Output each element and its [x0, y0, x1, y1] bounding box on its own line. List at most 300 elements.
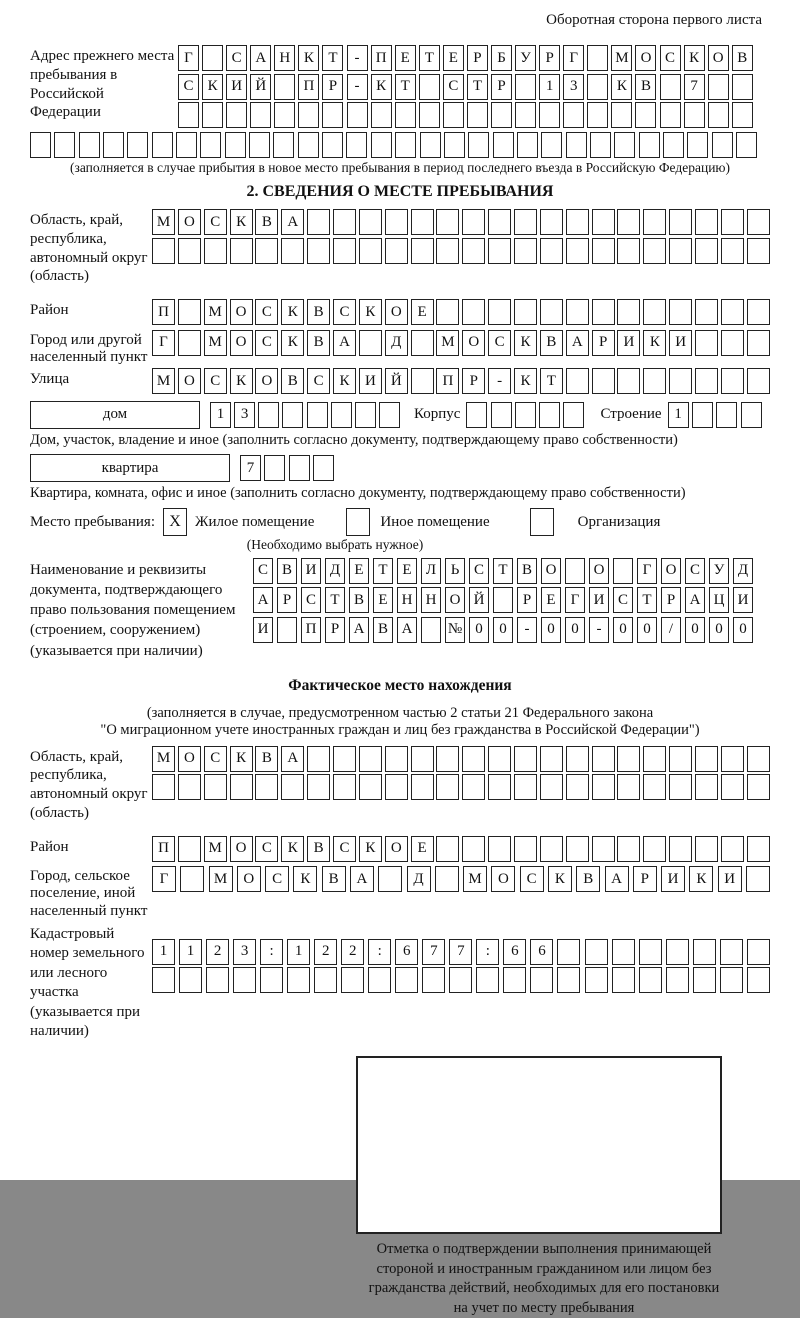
char-box[interactable] [127, 132, 148, 158]
char-box[interactable]: П [436, 368, 459, 394]
char-box[interactable]: Д [385, 330, 408, 356]
char-box[interactable]: Г [152, 330, 175, 356]
char-box[interactable] [540, 836, 563, 862]
char-box[interactable]: Д [733, 558, 753, 584]
char-box[interactable] [385, 774, 408, 800]
char-box[interactable]: Ц [709, 587, 729, 613]
char-box[interactable]: Р [539, 45, 560, 71]
char-box[interactable] [539, 402, 560, 428]
char-box[interactable] [643, 836, 666, 862]
char-box[interactable] [617, 746, 640, 772]
char-box[interactable]: О [708, 45, 729, 71]
char-box[interactable] [557, 967, 580, 993]
char-box[interactable]: Е [541, 587, 561, 613]
char-box[interactable] [322, 102, 343, 128]
char-box[interactable] [721, 368, 744, 394]
char-box[interactable] [282, 402, 303, 428]
char-box[interactable]: А [333, 330, 356, 356]
char-box[interactable] [419, 74, 440, 100]
char-box[interactable] [540, 299, 563, 325]
char-box[interactable] [411, 238, 434, 264]
char-box[interactable]: 0 [685, 617, 705, 643]
char-box[interactable]: О [178, 368, 201, 394]
char-box[interactable]: Т [325, 587, 345, 613]
char-box[interactable]: В [576, 866, 600, 892]
char-box[interactable]: К [611, 74, 632, 100]
char-box[interactable] [421, 617, 441, 643]
char-box[interactable] [179, 967, 202, 993]
char-box[interactable]: Г [563, 45, 584, 71]
char-box[interactable] [663, 132, 684, 158]
char-box[interactable] [281, 238, 304, 264]
char-box[interactable]: К [202, 74, 223, 100]
char-box[interactable]: Й [250, 74, 271, 100]
char-box[interactable] [274, 102, 295, 128]
char-box[interactable] [359, 330, 382, 356]
char-box[interactable] [230, 774, 253, 800]
char-box[interactable] [488, 238, 511, 264]
char-box[interactable] [695, 836, 718, 862]
char-box[interactable] [202, 102, 223, 128]
char-box[interactable]: М [152, 368, 175, 394]
char-box[interactable]: О [541, 558, 561, 584]
char-box[interactable]: А [281, 209, 304, 235]
char-box[interactable]: К [643, 330, 666, 356]
char-box[interactable] [695, 299, 718, 325]
char-box[interactable]: К [298, 45, 319, 71]
char-box[interactable] [712, 132, 733, 158]
char-box[interactable]: П [371, 45, 392, 71]
char-box[interactable] [359, 209, 382, 235]
char-box[interactable] [333, 238, 356, 264]
char-box[interactable]: К [514, 368, 537, 394]
char-box[interactable]: П [298, 74, 319, 100]
char-box[interactable] [289, 455, 310, 481]
char-box[interactable] [566, 238, 589, 264]
char-box[interactable]: К [293, 866, 317, 892]
char-box[interactable]: № [445, 617, 465, 643]
char-box[interactable] [613, 558, 633, 584]
char-box[interactable]: М [463, 866, 487, 892]
char-box[interactable] [747, 330, 770, 356]
char-box[interactable] [612, 939, 635, 965]
char-box[interactable]: К [548, 866, 572, 892]
char-box[interactable] [695, 330, 718, 356]
char-box[interactable] [307, 402, 328, 428]
char-box[interactable]: П [152, 299, 175, 325]
char-box[interactable] [721, 746, 744, 772]
char-box[interactable]: В [277, 558, 297, 584]
char-box[interactable]: С [613, 587, 633, 613]
char-box[interactable]: А [281, 746, 304, 772]
char-box[interactable]: А [253, 587, 273, 613]
char-box[interactable]: Й [385, 368, 408, 394]
char-box[interactable]: О [178, 746, 201, 772]
char-box[interactable] [491, 402, 512, 428]
char-box[interactable]: К [281, 330, 304, 356]
char-box[interactable]: И [669, 330, 692, 356]
char-box[interactable] [611, 102, 632, 128]
char-box[interactable] [462, 299, 485, 325]
char-box[interactable]: 3 [234, 402, 255, 428]
char-box[interactable] [643, 368, 666, 394]
char-box[interactable]: Р [592, 330, 615, 356]
char-box[interactable]: Р [277, 587, 297, 613]
char-box[interactable] [566, 774, 589, 800]
char-box[interactable] [422, 967, 445, 993]
char-box[interactable] [488, 746, 511, 772]
char-box[interactable]: В [255, 746, 278, 772]
char-box[interactable] [493, 587, 513, 613]
char-box[interactable] [669, 774, 692, 800]
char-box[interactable]: А [397, 617, 417, 643]
char-box[interactable]: Е [411, 836, 434, 862]
char-box[interactable]: В [373, 617, 393, 643]
char-box[interactable] [592, 368, 615, 394]
char-box[interactable]: М [204, 299, 227, 325]
char-box[interactable] [443, 102, 464, 128]
char-box[interactable]: И [617, 330, 640, 356]
char-box[interactable]: С [204, 209, 227, 235]
char-box[interactable]: Г [565, 587, 585, 613]
char-box[interactable]: К [281, 299, 304, 325]
char-box[interactable] [347, 102, 368, 128]
char-box[interactable] [359, 746, 382, 772]
char-box[interactable] [260, 967, 283, 993]
char-box[interactable]: С [469, 558, 489, 584]
char-box[interactable]: Р [462, 368, 485, 394]
char-box[interactable] [747, 368, 770, 394]
char-box[interactable] [617, 209, 640, 235]
char-box[interactable] [395, 967, 418, 993]
char-box[interactable] [249, 132, 270, 158]
char-box[interactable] [395, 132, 416, 158]
char-box[interactable]: О [178, 209, 201, 235]
char-box[interactable] [152, 238, 175, 264]
char-box[interactable]: Р [325, 617, 345, 643]
char-box[interactable]: 1 [539, 74, 560, 100]
char-box[interactable] [435, 866, 459, 892]
char-box[interactable] [592, 746, 615, 772]
char-box[interactable]: А [685, 587, 705, 613]
char-box[interactable]: 7 [240, 455, 261, 481]
char-box[interactable] [592, 774, 615, 800]
char-box[interactable]: С [301, 587, 321, 613]
char-box[interactable] [152, 774, 175, 800]
char-box[interactable] [695, 238, 718, 264]
char-box[interactable] [515, 74, 536, 100]
char-box[interactable] [468, 132, 489, 158]
char-box[interactable]: И [661, 866, 685, 892]
char-box[interactable] [747, 836, 770, 862]
char-box[interactable] [178, 330, 201, 356]
char-box[interactable] [592, 836, 615, 862]
char-box[interactable] [206, 967, 229, 993]
char-box[interactable] [230, 238, 253, 264]
char-box[interactable]: К [333, 368, 356, 394]
char-box[interactable] [395, 102, 416, 128]
char-box[interactable] [565, 558, 585, 584]
char-box[interactable] [385, 746, 408, 772]
char-box[interactable]: К [689, 866, 713, 892]
char-box[interactable] [514, 746, 537, 772]
char-box[interactable] [592, 209, 615, 235]
char-box[interactable] [359, 238, 382, 264]
char-box[interactable] [563, 102, 584, 128]
char-box[interactable]: 7 [684, 74, 705, 100]
char-box[interactable]: К [371, 74, 392, 100]
char-box[interactable] [322, 132, 343, 158]
char-box[interactable]: С [178, 74, 199, 100]
char-box[interactable] [307, 209, 330, 235]
char-box[interactable]: И [733, 587, 753, 613]
char-box[interactable]: Н [274, 45, 295, 71]
char-box[interactable] [420, 132, 441, 158]
char-box[interactable] [669, 836, 692, 862]
char-box[interactable]: : [260, 939, 283, 965]
char-box[interactable] [371, 102, 392, 128]
char-box[interactable]: 2 [341, 939, 364, 965]
char-box[interactable] [103, 132, 124, 158]
char-box[interactable]: П [301, 617, 321, 643]
char-box[interactable] [488, 209, 511, 235]
char-box[interactable]: Н [421, 587, 441, 613]
char-box[interactable] [359, 774, 382, 800]
char-box[interactable] [617, 368, 640, 394]
char-box[interactable]: В [517, 558, 537, 584]
char-box[interactable] [204, 774, 227, 800]
char-box[interactable]: - [488, 368, 511, 394]
char-box[interactable] [255, 774, 278, 800]
char-box[interactable] [643, 746, 666, 772]
char-box[interactable]: А [350, 866, 374, 892]
char-box[interactable] [411, 774, 434, 800]
char-box[interactable] [732, 74, 753, 100]
char-box[interactable] [617, 299, 640, 325]
char-box[interactable]: У [709, 558, 729, 584]
char-box[interactable]: С [265, 866, 289, 892]
char-box[interactable] [503, 967, 526, 993]
char-box[interactable] [449, 967, 472, 993]
char-box[interactable] [587, 102, 608, 128]
char-box[interactable] [721, 774, 744, 800]
char-box[interactable] [693, 939, 716, 965]
char-box[interactable]: С [204, 746, 227, 772]
char-box[interactable]: С [255, 836, 278, 862]
char-box[interactable]: / [661, 617, 681, 643]
char-box[interactable]: О [255, 368, 278, 394]
char-box[interactable] [747, 774, 770, 800]
char-box[interactable] [152, 132, 173, 158]
char-box[interactable] [277, 617, 297, 643]
char-box[interactable] [666, 939, 689, 965]
char-box[interactable]: С [226, 45, 247, 71]
char-box[interactable]: 1 [179, 939, 202, 965]
char-box[interactable]: И [589, 587, 609, 613]
char-box[interactable] [178, 774, 201, 800]
char-box[interactable] [514, 209, 537, 235]
char-box[interactable]: С [307, 368, 330, 394]
char-box[interactable] [540, 774, 563, 800]
char-box[interactable]: О [230, 836, 253, 862]
char-box[interactable] [313, 455, 334, 481]
char-box[interactable]: С [685, 558, 705, 584]
char-box[interactable] [178, 102, 199, 128]
char-box[interactable] [617, 238, 640, 264]
char-box[interactable] [411, 368, 434, 394]
char-box[interactable] [371, 132, 392, 158]
char-box[interactable] [462, 209, 485, 235]
char-box[interactable] [514, 774, 537, 800]
char-box[interactable] [488, 774, 511, 800]
char-box[interactable]: О [385, 299, 408, 325]
char-box[interactable]: К [281, 836, 304, 862]
char-box[interactable] [368, 967, 391, 993]
char-box[interactable] [669, 209, 692, 235]
char-box[interactable] [411, 209, 434, 235]
char-box[interactable]: - [589, 617, 609, 643]
char-box[interactable] [476, 967, 499, 993]
char-box[interactable]: - [347, 45, 368, 71]
char-box[interactable]: А [605, 866, 629, 892]
char-box[interactable] [411, 330, 434, 356]
char-box[interactable] [566, 368, 589, 394]
char-box[interactable] [587, 45, 608, 71]
char-box[interactable]: Р [661, 587, 681, 613]
char-box[interactable] [273, 132, 294, 158]
char-box[interactable] [281, 774, 304, 800]
char-box[interactable] [225, 132, 246, 158]
char-box[interactable] [541, 132, 562, 158]
char-box[interactable] [255, 238, 278, 264]
char-box[interactable]: 0 [637, 617, 657, 643]
char-box[interactable]: И [718, 866, 742, 892]
char-box[interactable] [747, 746, 770, 772]
char-box[interactable] [592, 299, 615, 325]
char-box[interactable]: 2 [206, 939, 229, 965]
char-box[interactable]: В [322, 866, 346, 892]
char-box[interactable]: С [333, 836, 356, 862]
char-box[interactable]: М [204, 836, 227, 862]
char-box[interactable] [720, 939, 743, 965]
char-box[interactable] [592, 238, 615, 264]
char-box[interactable] [517, 132, 538, 158]
char-box[interactable]: В [281, 368, 304, 394]
char-box[interactable]: М [204, 330, 227, 356]
char-box[interactable]: Т [373, 558, 393, 584]
char-box[interactable]: С [488, 330, 511, 356]
char-box[interactable]: К [359, 836, 382, 862]
char-box[interactable] [436, 774, 459, 800]
char-box[interactable] [639, 939, 662, 965]
char-box[interactable] [462, 836, 485, 862]
char-box[interactable] [639, 132, 660, 158]
char-box[interactable] [585, 939, 608, 965]
char-box[interactable] [617, 774, 640, 800]
char-box[interactable] [333, 209, 356, 235]
char-box[interactable] [79, 132, 100, 158]
char-box[interactable] [635, 102, 656, 128]
char-box[interactable] [307, 238, 330, 264]
char-box[interactable] [488, 836, 511, 862]
char-box[interactable] [669, 368, 692, 394]
char-box[interactable] [514, 299, 537, 325]
char-box[interactable] [540, 238, 563, 264]
char-box[interactable] [226, 102, 247, 128]
char-box[interactable]: О [635, 45, 656, 71]
char-box[interactable]: О [661, 558, 681, 584]
char-box[interactable] [419, 102, 440, 128]
char-box[interactable] [721, 238, 744, 264]
char-box[interactable] [590, 132, 611, 158]
char-box[interactable] [643, 209, 666, 235]
char-box[interactable] [539, 102, 560, 128]
char-box[interactable] [695, 209, 718, 235]
char-box[interactable]: К [230, 746, 253, 772]
char-box[interactable]: Д [325, 558, 345, 584]
stay-type-checkbox-residential[interactable]: X [163, 508, 187, 536]
char-box[interactable]: Т [322, 45, 343, 71]
char-box[interactable] [666, 967, 689, 993]
char-box[interactable] [708, 102, 729, 128]
char-box[interactable] [379, 402, 400, 428]
char-box[interactable] [466, 402, 487, 428]
char-box[interactable] [587, 74, 608, 100]
char-box[interactable]: 6 [395, 939, 418, 965]
char-box[interactable]: М [152, 209, 175, 235]
char-box[interactable]: 1 [668, 402, 689, 428]
char-box[interactable] [444, 132, 465, 158]
char-box[interactable] [54, 132, 75, 158]
char-box[interactable] [540, 746, 563, 772]
stay-type-checkbox-organization[interactable] [530, 508, 554, 536]
char-box[interactable]: О [589, 558, 609, 584]
char-box[interactable] [566, 132, 587, 158]
char-box[interactable]: Р [517, 587, 537, 613]
char-box[interactable]: Т [395, 74, 416, 100]
char-box[interactable]: Т [419, 45, 440, 71]
char-box[interactable] [669, 299, 692, 325]
char-box[interactable]: 2 [314, 939, 337, 965]
char-box[interactable] [747, 209, 770, 235]
char-box[interactable] [180, 866, 204, 892]
char-box[interactable]: Д [407, 866, 431, 892]
char-box[interactable] [333, 746, 356, 772]
char-box[interactable] [732, 102, 753, 128]
char-box[interactable]: 0 [565, 617, 585, 643]
char-box[interactable] [669, 746, 692, 772]
char-box[interactable] [250, 102, 271, 128]
char-box[interactable] [264, 455, 285, 481]
char-box[interactable] [515, 402, 536, 428]
char-box[interactable] [643, 774, 666, 800]
char-box[interactable]: С [333, 299, 356, 325]
char-box[interactable]: О [462, 330, 485, 356]
char-box[interactable]: Е [395, 45, 416, 71]
char-box[interactable] [233, 967, 256, 993]
char-box[interactable] [152, 967, 175, 993]
char-box[interactable] [695, 774, 718, 800]
char-box[interactable] [669, 238, 692, 264]
char-box[interactable]: 7 [449, 939, 472, 965]
char-box[interactable]: А [349, 617, 369, 643]
char-box[interactable]: Т [540, 368, 563, 394]
char-box[interactable]: 0 [613, 617, 633, 643]
char-box[interactable] [341, 967, 364, 993]
char-box[interactable] [563, 402, 584, 428]
char-box[interactable]: Е [411, 299, 434, 325]
char-box[interactable]: - [517, 617, 537, 643]
